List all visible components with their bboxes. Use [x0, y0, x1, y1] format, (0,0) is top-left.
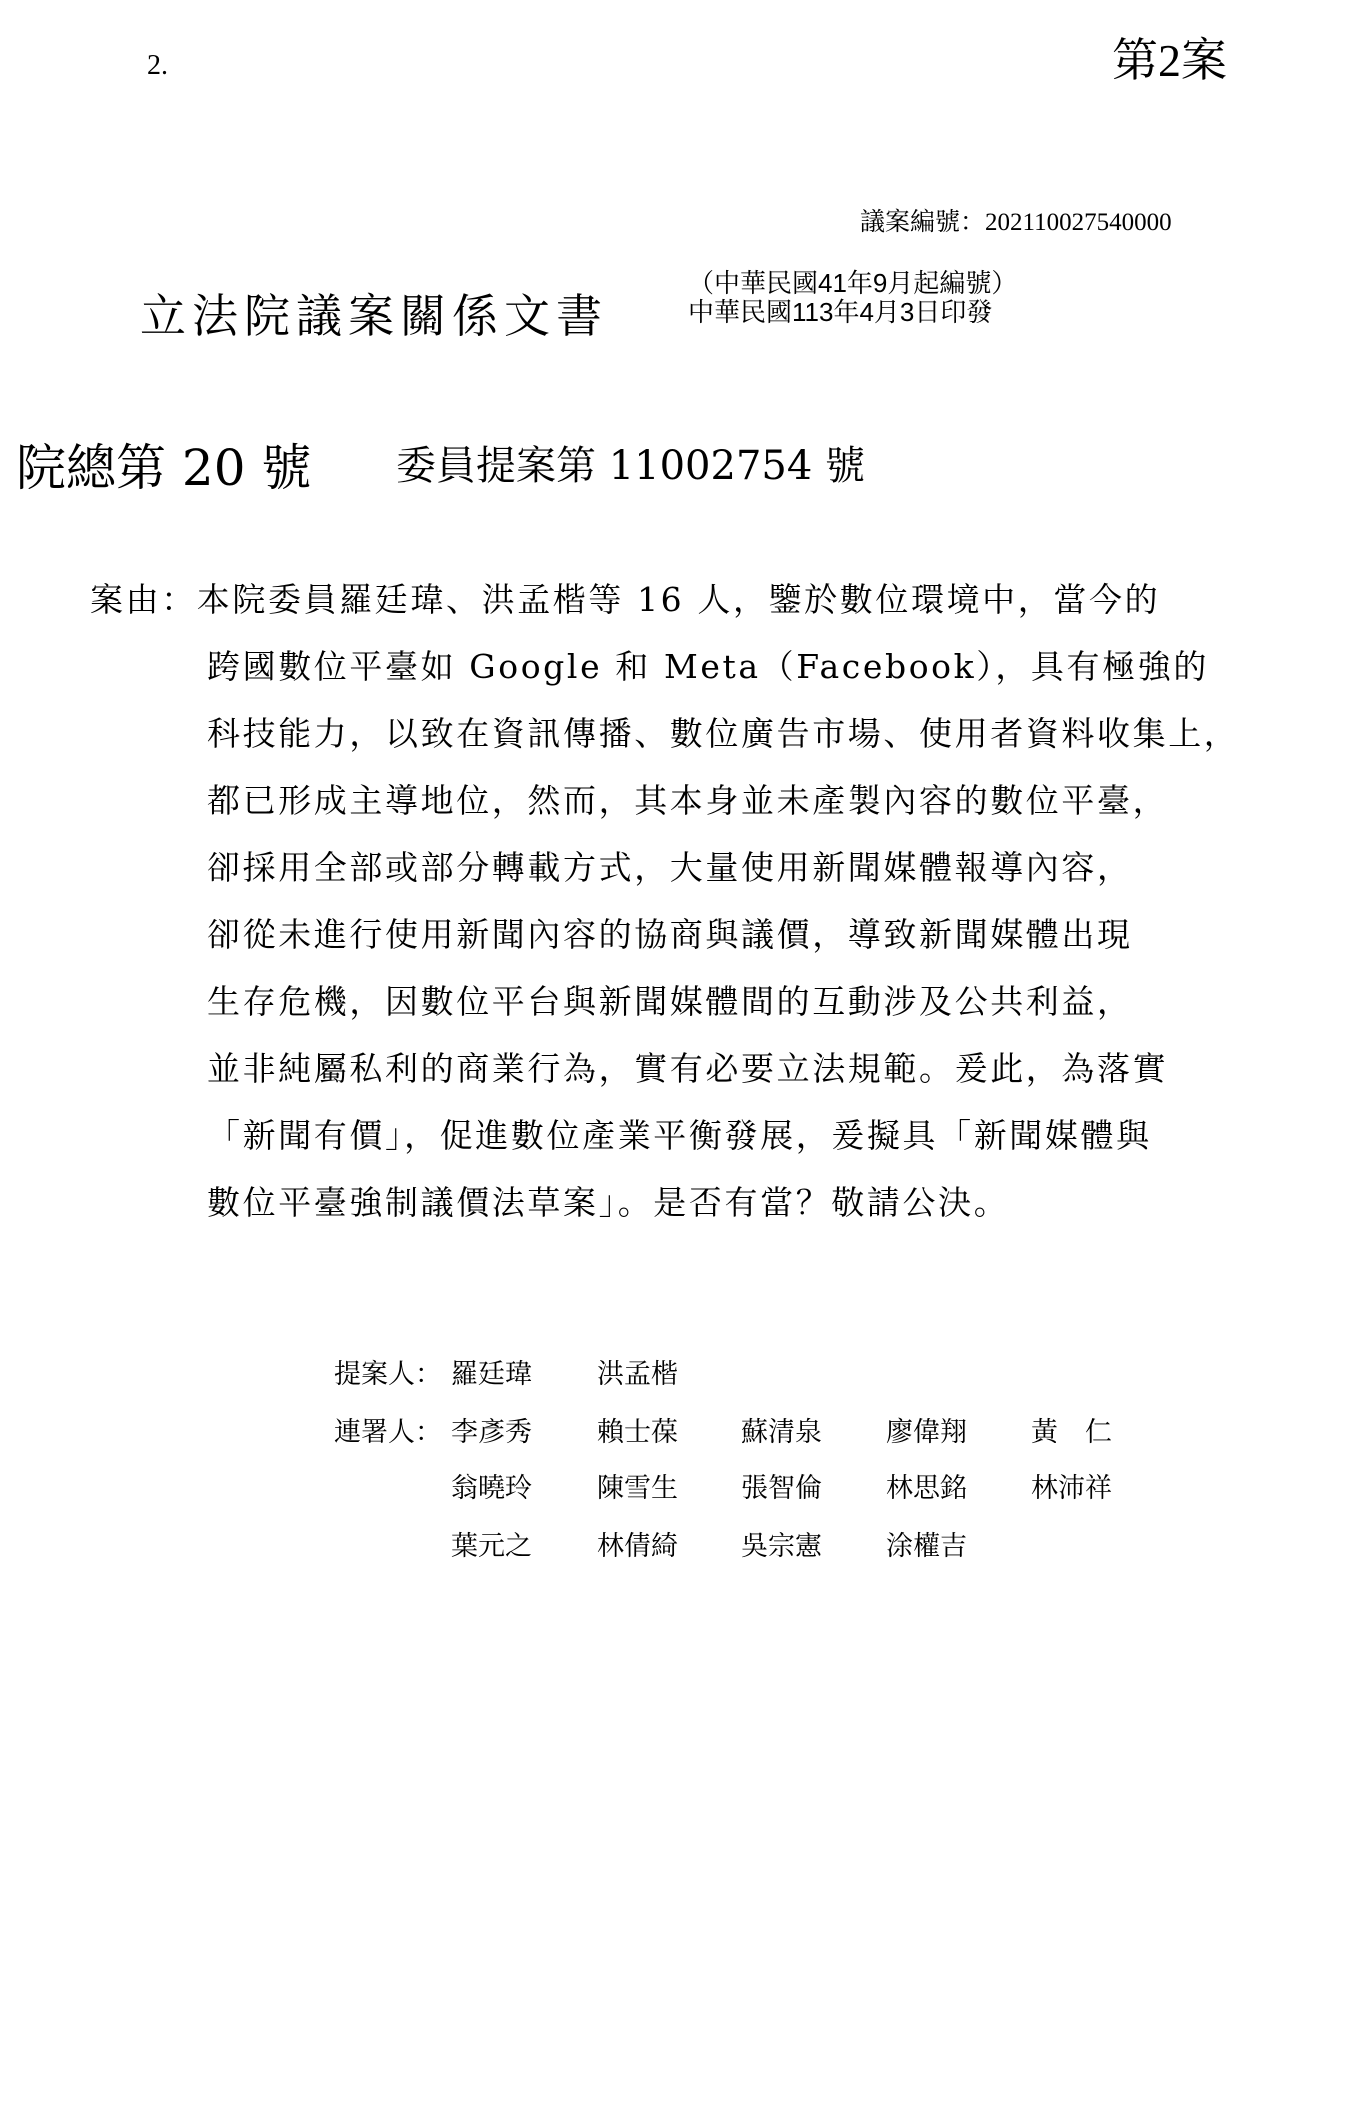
- reason-line: 科技能力，以致在資訊傳播、數位廣告市場、使用者資料收集上，: [207, 714, 1240, 753]
- cosigner-name: 林思銘: [886, 1473, 967, 1504]
- proposer-label: 提案人：: [334, 1359, 442, 1390]
- cosigner-name: 賴士葆: [597, 1417, 678, 1448]
- reason-line: 案由：本院委員羅廷瑋、洪孟楷等 16 人，鑒於數位環境中，當今的: [90, 580, 1161, 619]
- proposer-name: 羅廷瑋: [451, 1359, 532, 1390]
- document-title: 立法院議案關係文書: [140, 289, 608, 343]
- general-number: 院總第 20 號: [16, 439, 312, 497]
- reason-line: 生存危機，因數位平台與新聞媒體間的互動涉及公共利益，: [207, 982, 1133, 1021]
- cosigner-name: 葉元之: [451, 1531, 532, 1562]
- reason-line: 「新聞有價」，促進數位產業平衡發展，爰擬具「新聞媒體與: [207, 1116, 1152, 1155]
- cosigner-label: 連署人：: [334, 1417, 442, 1448]
- cosigner-name: 李彥秀: [451, 1417, 532, 1448]
- cosigner-name: 林倩綺: [597, 1531, 678, 1562]
- cosigner-name: 吳宗憲: [741, 1531, 822, 1562]
- member-proposal-number: 委員提案第 11002754 號: [396, 443, 866, 489]
- proposer-name: 洪孟楷: [597, 1359, 678, 1390]
- cosigner-name: 林沛祥: [1031, 1473, 1112, 1504]
- cosigner-name: 黃 仁: [1031, 1417, 1112, 1448]
- cosigner-name: 蘇清泉: [741, 1417, 822, 1448]
- reason-line: 跨國數位平臺如 Google 和 Meta（Facebook），具有極強的: [207, 647, 1209, 686]
- cosigner-name: 張智倫: [741, 1473, 822, 1504]
- cosigner-name: 翁曉玲: [451, 1473, 532, 1504]
- cosigner-name: 廖偉翔: [886, 1417, 967, 1448]
- reason-line: 卻從未進行使用新聞內容的協商與議價，導致新聞媒體出現: [207, 915, 1133, 954]
- edition-since-note: （中華民國41年9月起編號）: [688, 268, 1018, 298]
- reason-line: 並非純屬私利的商業行為，實有必要立法規範。爰此，為落實: [207, 1049, 1169, 1088]
- cosigner-name: 陳雪生: [597, 1473, 678, 1504]
- case-label: 第2案: [1112, 35, 1227, 86]
- print-date: 中華民國113年4月3日印發: [688, 297, 993, 327]
- cosigner-name: 涂權吉: [886, 1531, 967, 1562]
- reason-line: 卻採用全部或部分轉載方式，大量使用新聞媒體報導內容，: [207, 848, 1133, 887]
- bill-number: 議案編號：202110027540000: [860, 209, 1172, 236]
- reason-line: 都已形成主導地位，然而，其本身並未產製內容的數位平臺，: [207, 781, 1169, 820]
- page-number: 2.: [147, 50, 168, 81]
- reason-line: 數位平臺強制議價法草案」。是否有當？敬請公決。: [207, 1183, 1010, 1222]
